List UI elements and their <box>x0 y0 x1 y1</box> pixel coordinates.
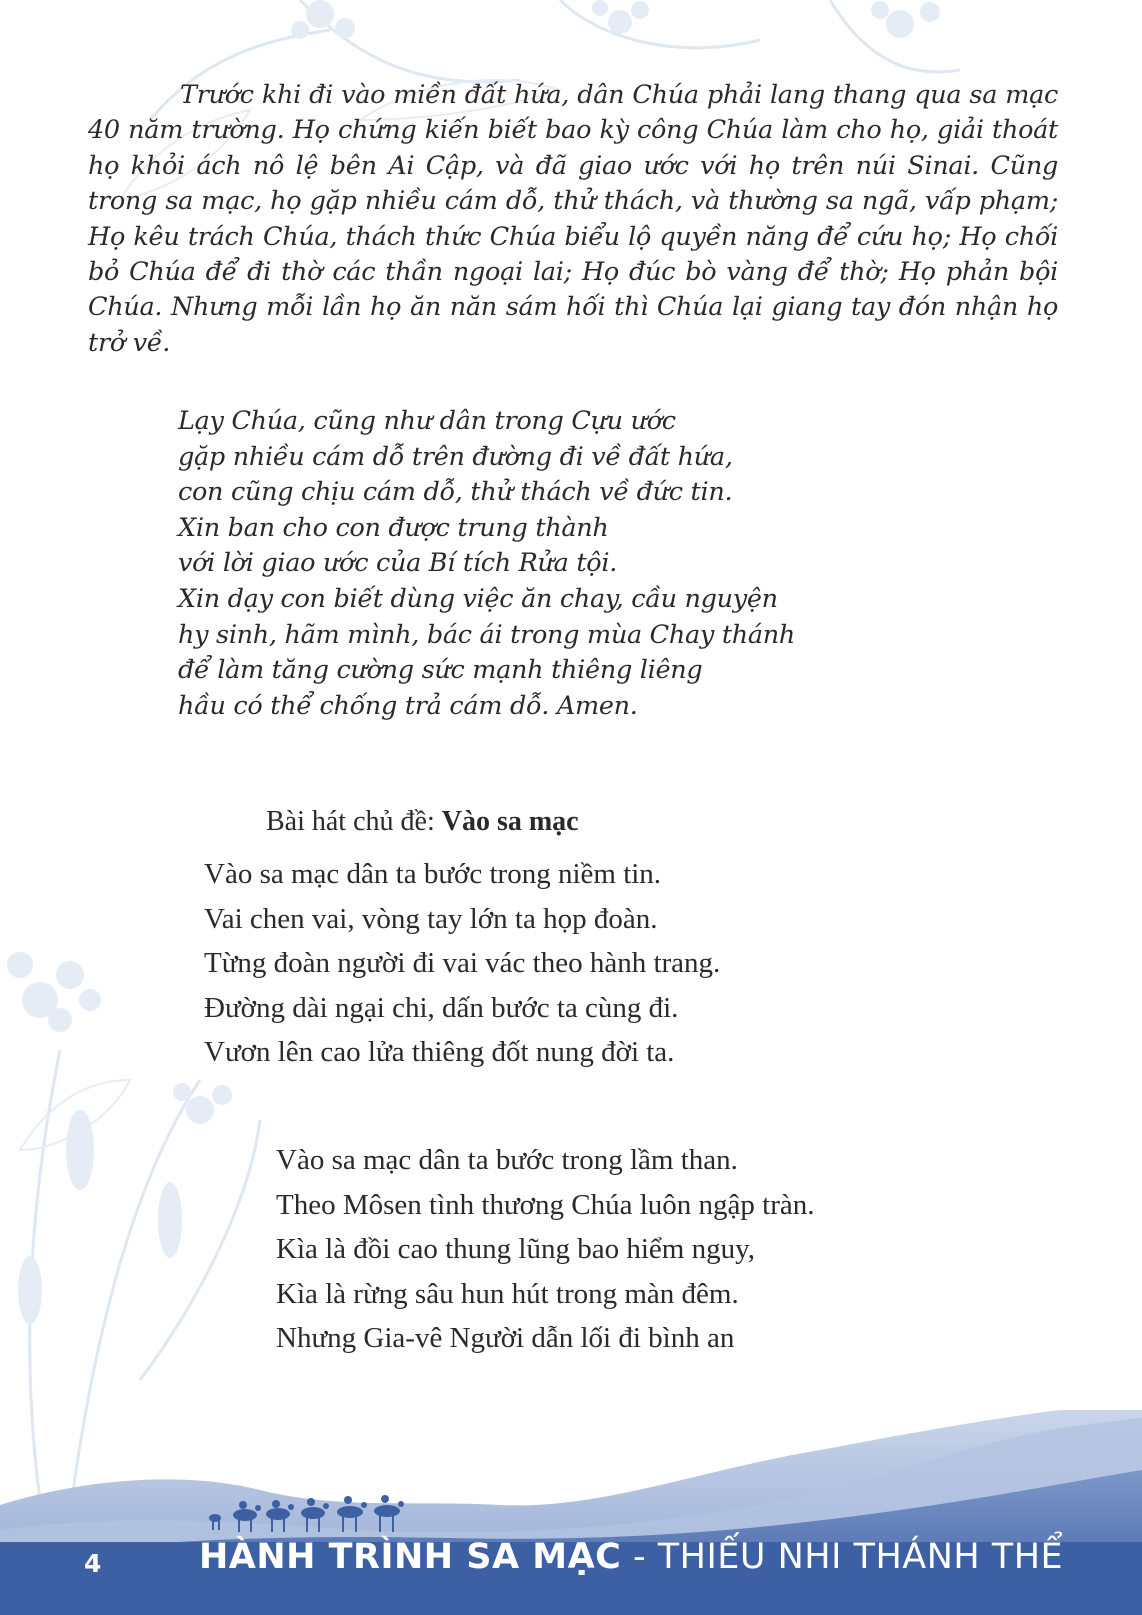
lyric-line: Nhưng Gia-vê Người dẫn lối đi bình an <box>276 1322 735 1354</box>
page-number: 4 <box>84 1549 102 1578</box>
lyric-line: Đường dài ngại chi, dấn bước ta cùng đi. <box>204 991 679 1024</box>
prayer-line: với lời giao ước của Bí tích Rửa tội. <box>178 548 618 579</box>
lyric-line: Vươn lên cao lửa thiêng đốt nung đời ta. <box>204 1036 675 1068</box>
lyric-line: Vào sa mạc dân ta bước trong lầm than. <box>276 1144 738 1176</box>
prayer-line: Xin ban cho con được trung thành <box>178 512 609 543</box>
lyric-line: Kìa là rừng sâu hun hút trong màn đêm. <box>276 1277 739 1310</box>
intro-paragraph: Trước khi đi vào miền đất hứa, dân Chúa phải lang thang qua sa mạc 40 năm trường. Họ chứng kiến biết bao kỳ công Chúa làm cho họ, giải thoát họ khỏi ách nô lệ bên Ai Cập, và đã giao ước với họ trên núi Sinai. Cũng trong sa mạc, họ gặp nhiều cám dỗ, thử thách, và thường sa ngã, vấp phạm; Họ kêu trách Chúa, thách thức Chúa biểu lộ quyền năng để cứu họ; Họ chối bỏ Chúa để đi thờ các thần ngoại lai; Họ đúc bò vàng để thờ; Họ phản bội Chúa. Nhưng mỗi lần họ ăn năn sám hối thì Chúa lại giang tay đón nhận họ trở về. <box>88 80 1058 358</box>
lyric-line: Theo Môsen tình thương Chúa luôn ngập tràn. <box>276 1188 815 1221</box>
prayer-line: hy sinh, hãm mình, bác ái trong mùa Chay thánh <box>178 619 796 650</box>
prayer-line: gặp nhiều cám dỗ trên đường đi về đất hứa, <box>178 441 733 472</box>
lyric-line: Vai chen vai, vòng tay lớn ta họp đoàn. <box>204 902 658 935</box>
song-verse-1 <box>204 852 720 1075</box>
desert-dunes-illustration <box>0 1410 1142 1615</box>
prayer-line: Lạy Chúa, cũng như dân trong Cựu ước <box>178 406 676 436</box>
footer-title-bold: HÀNH TRÌNH SA MẠC <box>199 1537 622 1577</box>
prayer-line: để làm tăng cường sức mạnh thiêng liêng <box>178 655 703 686</box>
song-verse-2 <box>276 1138 814 1361</box>
footer-separator: - <box>621 1537 658 1577</box>
prayer <box>178 404 795 724</box>
lyric-line: Từng đoàn người đi vai vác theo hành trang. <box>204 947 721 979</box>
lyric-line: Kìa là đồi cao thung lũng bao hiểm nguy, <box>276 1233 755 1265</box>
prayer-line: Xin dạy con biết dùng việc ăn chay, cầu nguyện <box>178 583 778 614</box>
song-title: Vào sa mạc <box>441 806 579 837</box>
song-heading <box>266 806 579 838</box>
prayer-line: hầu có thể chống trả cám dỗ. Amen. <box>178 690 638 721</box>
prayer-line: con cũng chịu cám dỗ, thử thách về đức tin. <box>178 477 733 508</box>
song-label: Bài hát chủ đề: <box>266 806 442 837</box>
footer-title <box>199 1537 1063 1577</box>
footer-title-regular: THIẾU NHI THÁNH THỂ <box>657 1537 1064 1577</box>
lyric-line: Vào sa mạc dân ta bước trong niềm tin. <box>204 858 662 890</box>
